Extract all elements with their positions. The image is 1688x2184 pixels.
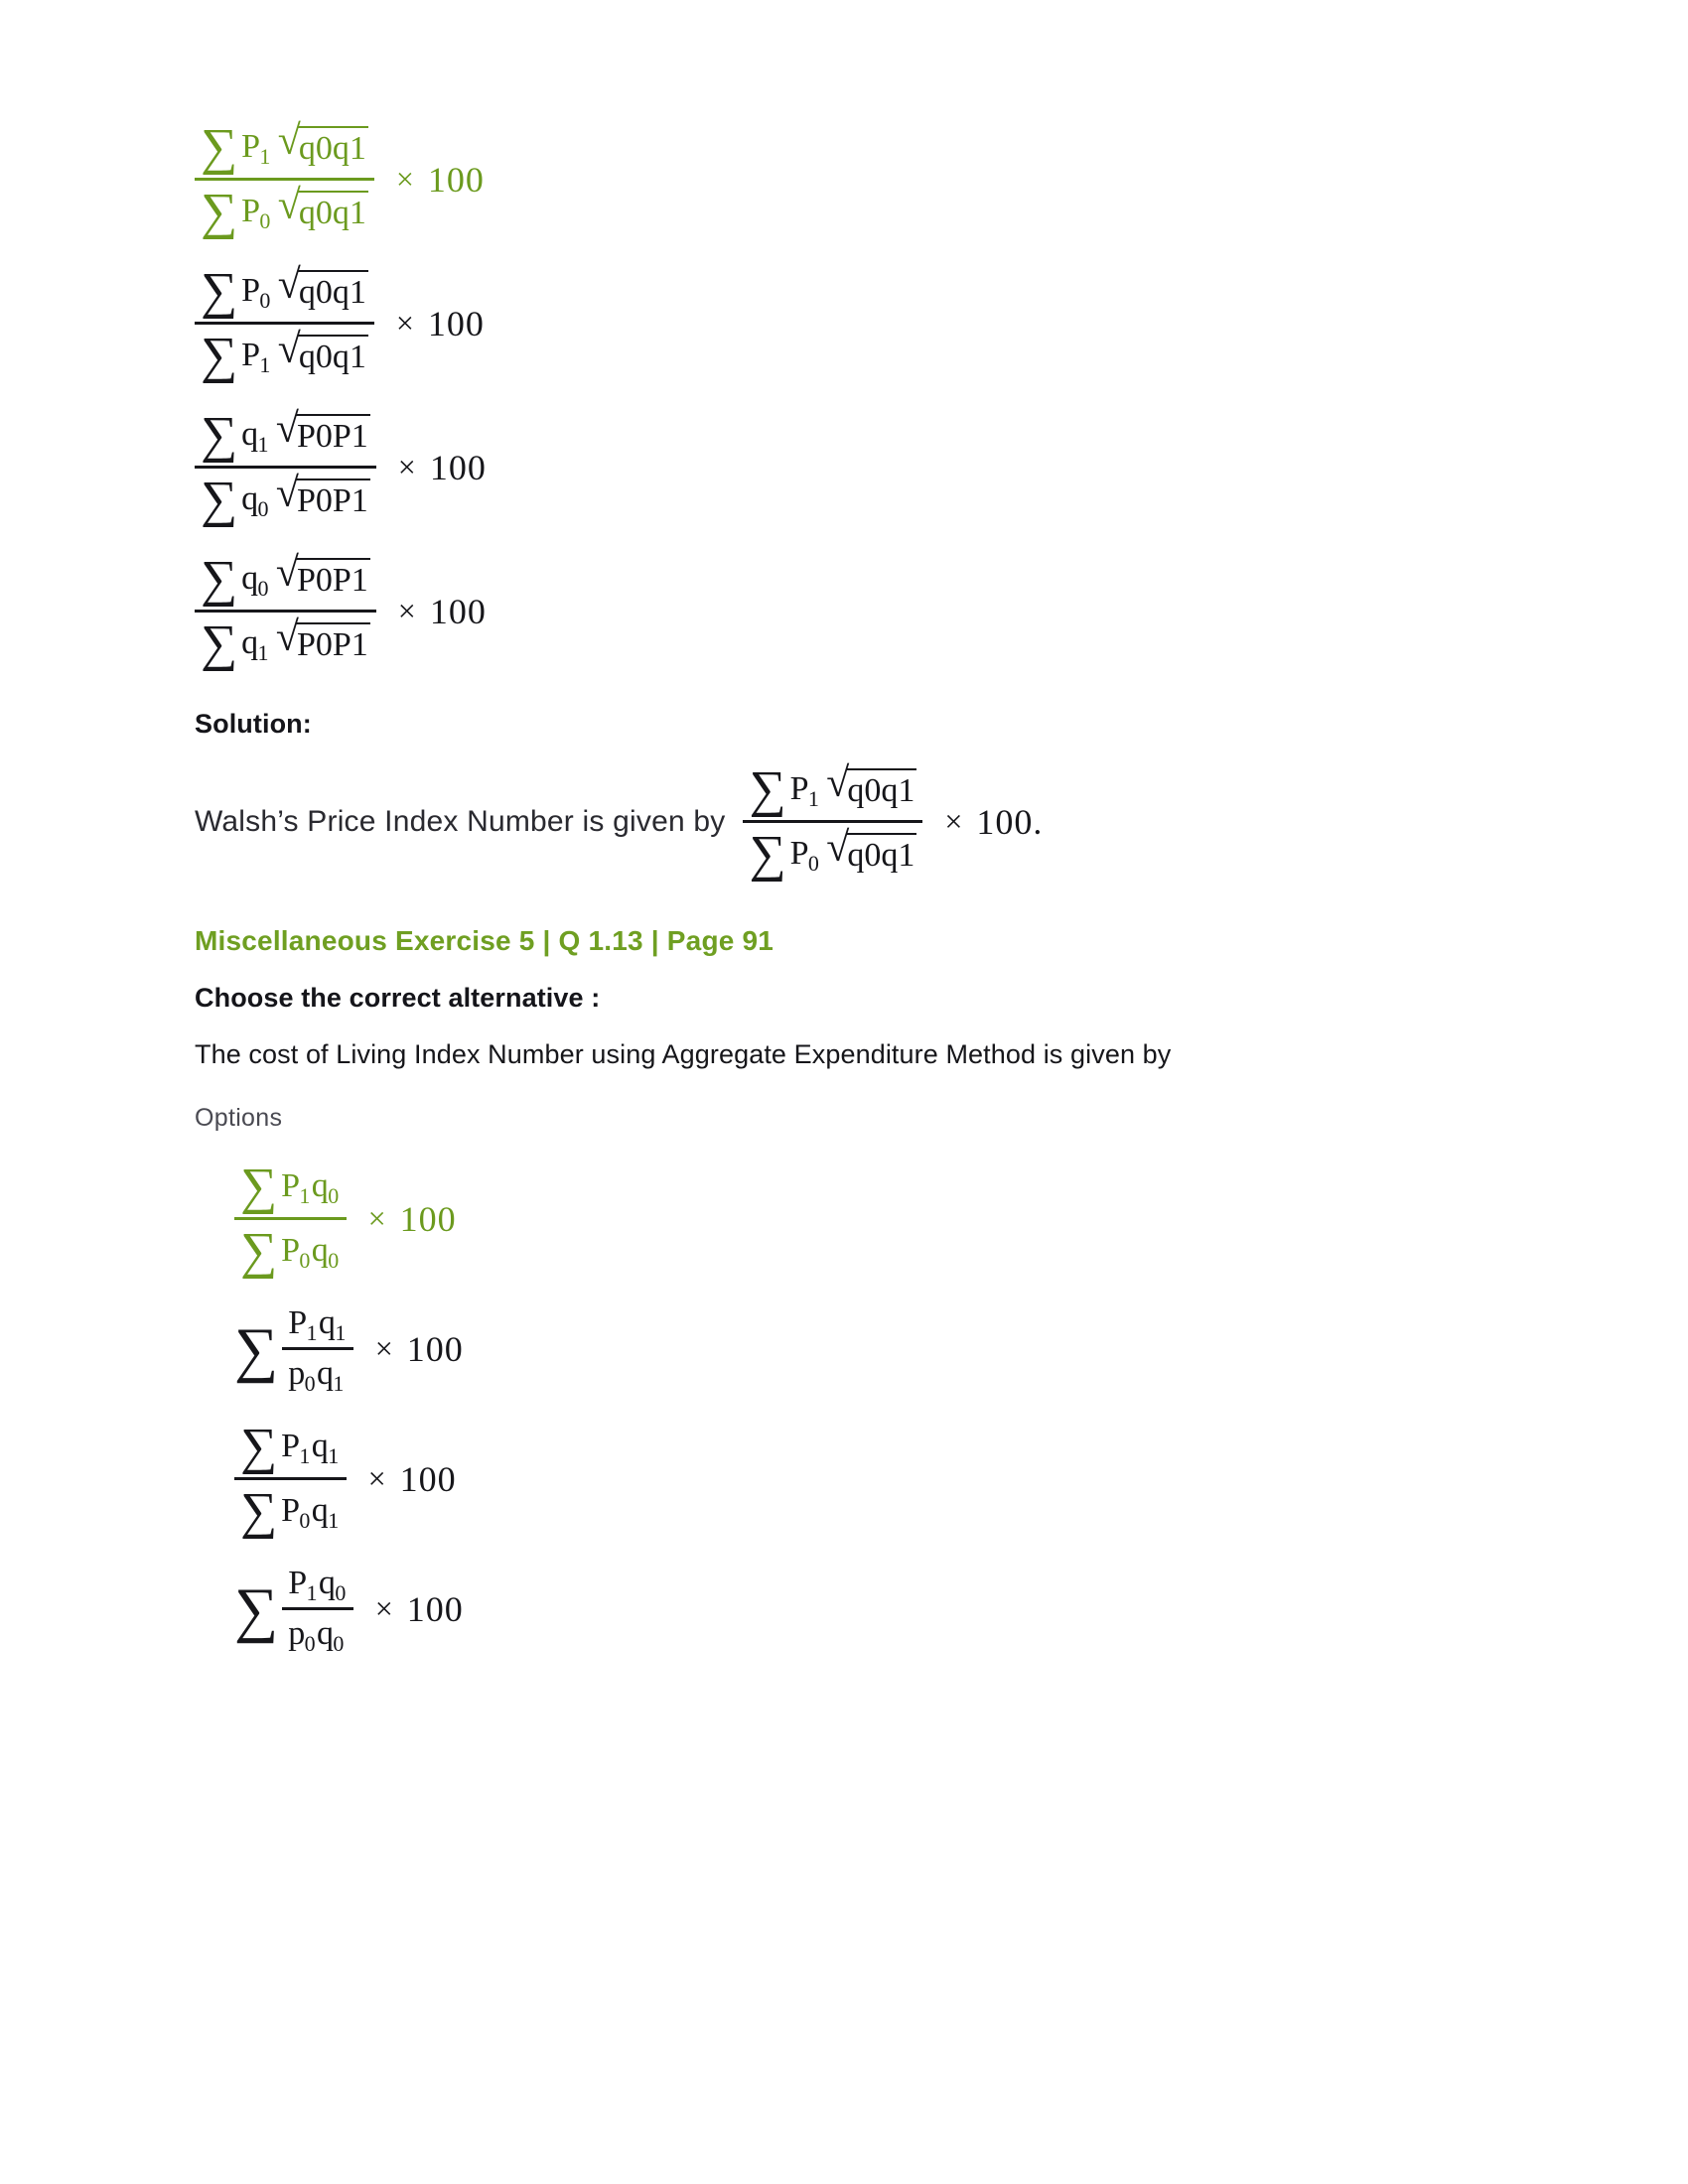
fraction-denominator [234,1223,347,1279]
radicand-term-base: q [881,772,899,809]
coef-base: P [789,835,809,872]
fraction-numerator [195,263,374,319]
sigma-icon: ∑ [201,551,238,608]
term-base: q [311,1428,330,1464]
term-base: q [318,1304,337,1341]
radicand-term-base: q [298,195,316,231]
fraction-bar [282,1607,353,1610]
options-label: Options [195,1104,283,1132]
list-item[interactable] [234,1563,1515,1655]
formula-walsh-price-index [743,761,1042,882]
denominator-terms [281,1232,341,1273]
radicand-term-base: q [332,195,350,231]
radicand-term-subscript: 1 [349,274,366,311]
radicand-term-base: q [332,130,350,167]
denominator-coefficient [241,624,270,665]
denominator-coefficient [789,835,821,876]
term-base: p [288,1615,306,1652]
square-root [826,825,916,875]
sigma-icon: ∑ [201,407,238,464]
radicand-term-base: q [332,339,350,375]
multiplier-value: 100 [427,303,485,343]
square-root [275,550,370,600]
radicand-term-subscript: 0 [315,562,333,599]
coef-base: P [241,272,261,309]
radicand-term-base: P [296,482,316,519]
denominator-terms [288,1615,346,1656]
sigma-icon: ∑ [234,1575,279,1644]
numerator-terms [288,1304,348,1345]
fraction-denominator [195,328,374,383]
term-base: q [311,1492,330,1529]
term-subscript: 0 [299,1248,311,1273]
coef-subscript: 0 [257,576,269,601]
radicand-term-subscript: 0 [315,130,333,167]
term-subscript: 0 [328,1183,340,1208]
multiplication-sign: × [374,1330,393,1366]
term-subscript: 0 [328,1248,340,1273]
sigma-icon: ∑ [240,1483,278,1540]
fraction [743,761,922,882]
square-root [277,118,368,168]
radicand-term-base: q [332,274,350,311]
coef-subscript: 1 [259,352,271,377]
radicand-term-base: P [332,418,352,455]
square-root [275,614,370,664]
term-subscript: 1 [306,1320,318,1345]
fraction-bar [234,1217,347,1220]
fraction-bar [195,610,376,613]
radicand-term-subscript: 1 [351,562,368,599]
multiplier-value: 100 [429,447,487,487]
fraction [195,551,376,671]
sigma-icon: ∑ [201,119,238,176]
sigma-icon: ∑ [240,1223,278,1280]
term-subscript: 0 [335,1580,347,1605]
multiplier-value: 100 [429,591,487,631]
fraction [234,1419,347,1539]
denominator-coefficient [241,480,270,521]
square-root [277,262,368,312]
sigma-icon: ∑ [749,761,786,818]
term-subscript: 1 [328,1508,340,1533]
sigma-icon: ∑ [240,1419,278,1475]
multiplier-value: 100 [399,1458,457,1499]
radicand [846,833,916,875]
term-base: P [281,1428,301,1464]
fraction-bar [282,1347,353,1350]
term-base: q [318,1565,337,1601]
term-base: q [317,1615,335,1652]
term-base: q [311,1167,330,1204]
radicand-term-subscript: 0 [315,626,333,663]
fraction-denominator [282,1613,353,1655]
term-base: P [281,1232,301,1269]
radicand-term-subscript: 0 [315,339,333,375]
radicand-term-base: P [332,626,352,663]
question-text: The cost of Living Index Number using Aggregate Expenditure Method is given by [195,1039,1172,1069]
numerator-coefficient [241,416,270,457]
square-root [277,327,368,376]
coef-base: P [241,193,261,229]
fraction-denominator [282,1353,353,1395]
fraction [195,119,374,239]
radicand-term-base: P [296,562,316,599]
term-subscript: 1 [333,1371,345,1396]
multiplier-value: 100 [976,801,1034,842]
fraction-bar [195,178,374,181]
term-subscript: 0 [299,1508,311,1533]
coef-base: q [241,416,259,453]
radical-icon: √ [275,550,299,596]
radicand-term-subscript: 0 [315,195,333,231]
radicand-term-subscript: 0 [864,837,882,874]
multiplier-value: 100 [406,1588,464,1629]
term-base: P [281,1492,301,1529]
multiplication-sign: × [395,305,414,341]
fraction-numerator [195,407,376,463]
radicand [296,478,370,520]
sigma-icon: ∑ [201,472,238,528]
fraction [282,1563,353,1655]
radical-icon: √ [277,118,301,164]
multiplication-sign: × [395,161,414,197]
term-base: q [317,1355,335,1392]
denominator-coefficient [241,193,272,233]
list-item[interactable] [195,407,1515,527]
multiplication-sign: × [397,449,416,484]
coef-base: q [241,560,259,597]
radical-icon: √ [277,183,301,228]
fraction-numerator [234,1159,347,1214]
square-root [826,760,916,810]
coef-subscript: 1 [807,786,820,811]
fraction-bar [195,322,374,325]
radicand-term-subscript: 1 [898,772,915,809]
denominator-terms [281,1492,341,1533]
radicand-term-base: P [296,418,316,455]
radicand-term-subscript: 1 [351,626,368,663]
radicand-term-subscript: 1 [349,130,366,167]
coef-subscript: 0 [259,208,271,233]
solution-statement-text: Walsh’s Price Index Number is given by [195,804,726,838]
radicand-term-base: q [847,772,865,809]
coef-base: q [241,624,259,661]
coef-subscript: 0 [259,288,271,313]
formula-option-2 [234,1302,1515,1395]
coef-subscript: 0 [807,851,820,876]
numerator-coefficient [241,272,272,313]
coef-subscript: 1 [259,144,271,169]
multiplication-sign: × [397,593,416,628]
fraction [195,407,376,527]
fraction [282,1302,353,1395]
denominator-terms [288,1355,346,1396]
fraction-denominator [195,615,376,671]
term-subscript: 1 [306,1580,318,1605]
radical-icon: √ [277,262,301,308]
fraction-numerator [743,761,922,817]
solution-label: Solution: [195,709,312,739]
term-subscript: 1 [299,1183,311,1208]
radicand [298,270,368,312]
list-item[interactable] [195,551,1515,671]
formula-prev-option-1 [195,119,1515,239]
sigma-icon: ∑ [201,184,238,240]
radicand-term-base: P [332,562,352,599]
radicand-term-subscript: 0 [315,274,333,311]
sigma-icon: ∑ [201,615,238,672]
coef-subscript: 1 [257,640,269,665]
radical-icon: √ [275,406,299,452]
exercise-heading: Miscellaneous Exercise 5 | Q 1.13 | Page 91 [195,925,774,956]
radicand-term-subscript: 1 [351,482,368,519]
question-instruction: Choose the correct alternative : [195,983,601,1013]
fraction-bar [195,466,376,469]
square-root [275,406,370,456]
term-base: P [288,1304,308,1341]
term-subscript: 1 [335,1320,347,1345]
radicand-term-subscript: 1 [349,195,366,231]
current-question-option-list [195,1159,1515,1655]
fraction-numerator [234,1419,347,1474]
multiplier-value: 100 [399,1198,457,1239]
radicand-term-subscript: 0 [864,772,882,809]
fraction [234,1159,347,1279]
term-base: P [288,1565,308,1601]
fraction-denominator [195,184,374,239]
sigma-icon: ∑ [234,1315,279,1384]
radicand-term-subscript: 1 [351,418,368,455]
fraction-denominator [195,472,376,527]
formula-option-4 [234,1563,1515,1655]
numerator-terms [281,1428,341,1468]
radicand [846,768,916,810]
formula-option-3 [234,1419,1515,1539]
radicand-term-base: q [847,837,865,874]
term-subscript: 1 [328,1443,340,1468]
fraction-numerator [195,119,374,175]
coef-subscript: 0 [257,496,269,521]
solution-statement-row [195,761,1515,882]
fraction-numerator [282,1302,353,1344]
fraction [195,263,374,383]
radical-icon: √ [275,614,299,660]
square-root [275,471,370,520]
fraction-bar [234,1477,347,1480]
radicand [298,191,368,232]
radical-icon: √ [275,471,299,516]
multiplier-value: 100 [427,159,485,200]
radical-icon: √ [277,327,301,372]
radicand [296,558,370,600]
radicand-term-base: P [332,482,352,519]
formula-prev-option-2 [195,263,1515,383]
coef-base: P [241,337,261,373]
radicand [296,414,370,456]
radicand-term-base: q [298,274,316,311]
term-base: P [281,1167,301,1204]
denominator-coefficient [241,337,272,377]
multiplication-sign: × [367,1460,386,1496]
numerator-terms [281,1167,341,1208]
multiplication-sign: × [374,1590,393,1626]
term-base: q [311,1232,330,1269]
list-item[interactable] [234,1419,1515,1539]
sigma-icon: ∑ [201,263,238,320]
radicand [298,126,368,168]
sigma-icon: ∑ [240,1159,278,1215]
numerator-coefficient [789,770,821,811]
numerator-terms [288,1565,348,1605]
radicand-term-base: q [298,130,316,167]
term-base: p [288,1355,306,1392]
list-item[interactable] [195,119,1515,239]
radical-icon: √ [826,760,850,806]
list-item[interactable] [234,1302,1515,1395]
term-subscript: 0 [304,1631,317,1656]
fraction-bar [743,820,922,823]
radicand-term-base: P [296,626,316,663]
multiplier-value: 100 [406,1328,464,1369]
term-subscript: 1 [299,1443,311,1468]
radical-icon: √ [826,825,850,871]
numerator-coefficient [241,128,272,169]
numerator-coefficient [241,560,270,601]
radicand-term-subscript: 1 [898,837,915,874]
fraction-numerator [282,1563,353,1604]
sigma-icon: ∑ [201,328,238,384]
multiplication-sign: × [944,803,963,839]
radicand [296,622,370,664]
fraction-denominator [743,826,922,882]
formula-prev-option-4 [195,551,1515,671]
radicand-term-subscript: 0 [315,482,333,519]
sigma-icon: ∑ [749,826,786,883]
radicand-term-base: q [881,837,899,874]
fraction-denominator [234,1483,347,1539]
coef-base: q [241,480,259,517]
radicand-term-base: q [298,339,316,375]
radicand [298,335,368,376]
page-content [195,119,1515,1679]
list-item[interactable] [195,263,1515,383]
radicand-term-subscript: 0 [315,418,333,455]
coef-subscript: 1 [257,432,269,457]
radicand-term-subscript: 1 [349,339,366,375]
coef-base: P [241,128,261,165]
term-subscript: 0 [333,1631,345,1656]
formula-option-1 [234,1159,1515,1279]
formula-prev-option-3 [195,407,1515,527]
list-item[interactable] [234,1159,1515,1279]
square-root [277,183,368,232]
previous-question-option-list [195,119,1515,671]
coef-base: P [789,770,809,807]
trailing-period: . [1033,801,1043,842]
fraction-numerator [195,551,376,607]
term-subscript: 0 [304,1371,317,1396]
multiplication-sign: × [367,1200,386,1236]
